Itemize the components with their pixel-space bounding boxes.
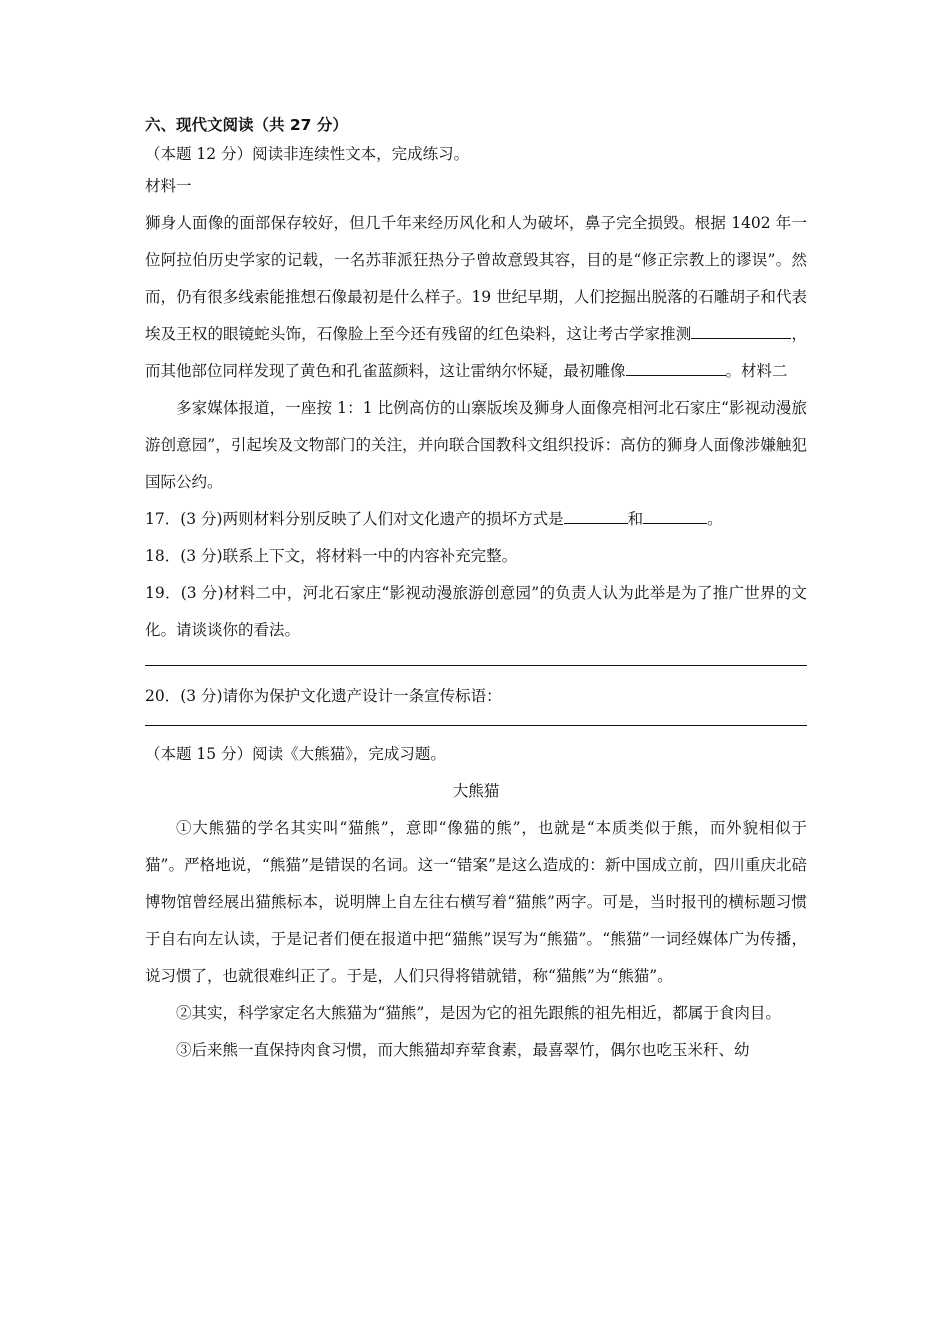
answer-blank[interactable] (626, 361, 726, 376)
question-17: 17．(3 分)两则材料分别反映了人们对文化遗产的损坏方式是 和 。 (145, 510, 723, 528)
q2-intro: （本题 15 分）阅读《大熊猫》，完成习题。 (145, 745, 446, 763)
q1-intro: （本题 12 分）阅读非连续性文本，完成练习。 (145, 145, 470, 163)
article-paragraph-3: ③后来熊一直保持肉食习惯，而大熊猫却弃荤食素，最喜翠竹，偶尔也吃玉米秆、幼 (176, 1041, 750, 1059)
material1-text (145, 205, 807, 390)
question-20: 20．(3 分)请你为保护文化遗产设计一条宣传标语： (145, 687, 502, 705)
question-19: 19．(3 分)材料二中，河北石家庄“影视动漫旅游创意园”的负责人认为此举是为了推广世界的文化。请谈谈你的看法。 (145, 584, 807, 639)
material2-text: 多家媒体报道，一座按 1：1 比例高仿的山寨版埃及狮身人面像亮相河北石家庄“影视动漫旅游创意园”，引起埃及文物部门的关注，并向联合国教科文组织投诉：高仿的狮身人面像涉嫌触犯国际公约。 (145, 399, 807, 491)
material1-text-b: ，而其他部位同样发现了黄色和孔雀蓝颜料，这让雷纳尔怀疑，最初雕像 (145, 325, 807, 380)
section-title: 六、现代文阅读（共 27 分） (145, 116, 348, 134)
article-paragraph-1: ①大熊猫的学名其实叫“猫熊”，意即“像猫的熊”，也就是“本质类似于熊，而外貌相似于猫”。严格地说，“熊猫”是错误的名词。这一“错案”是这么造成的：新中国成立前，四川重庆北碚博物馆曾经展出猫熊标本，说明牌上自左往右横写着“猫熊”两字。可是，当时报刊的横标题习惯于自右向左认读，于是记者们便在报道中把“猫熊”误写为“熊猫”。“熊猫”一词经媒体广为传播，说习惯了，也就很难纠正了。于是，人们只得将错就错，称“猫熊”为“熊猫”。 (145, 819, 807, 985)
article-title: 大熊猫 (452, 782, 500, 800)
question-18: 18．(3 分)联系上下文，将材料一中的内容补充完整。 (145, 547, 518, 565)
answer-blank[interactable] (643, 509, 707, 524)
document-page (145, 110, 807, 1069)
material1-label: 材料一 (145, 177, 192, 195)
answer-blank[interactable] (691, 324, 791, 339)
article-paragraph-2: ②其实，科学家定名大熊猫为“猫熊”，是因为它的祖先跟熊的祖先相近，都属于食肉目。 (176, 1004, 781, 1022)
material1-text-a: 狮身人面像的面部保存较好，但几千年来经历风化和人为破坏，鼻子完全损毁。根据 1402 年一位阿拉伯历史学家的记载，一名苏菲派狂热分子曾故意毁其容，目的是“修正宗教上的谬误”。然而，仍有很多线索能推想石像最初是什么样子。19 世纪早期，人们挖掘出脱落的石雕胡子和代表埃及王权的眼镜蛇头饰，石像脸上至今还有残留的红色染料，这让考古学家推测 (145, 214, 807, 343)
material1-text-c: 。材料二 (725, 362, 788, 380)
answer-blank[interactable] (564, 509, 628, 524)
